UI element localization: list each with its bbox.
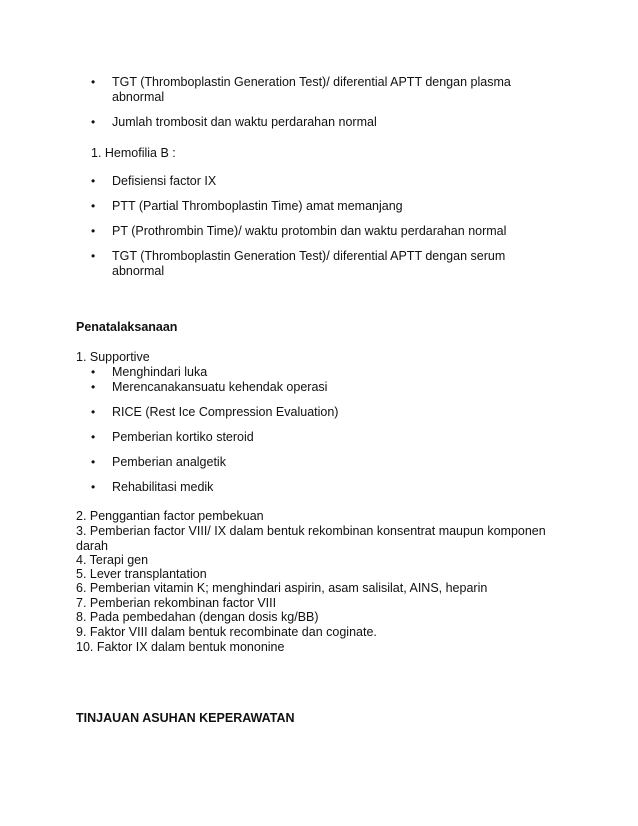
list-item-text: TGT (Thromboplastin Generation Test)/ diferential APTT dengan serum abnormal	[112, 249, 506, 278]
section-heading: TINJAUAN ASUHAN KEPERAWATAN	[76, 711, 295, 725]
body-line: 3. Pemberian factor VIII/ IX dalam bentuk rekombinan konsentrat maupun komponen	[76, 524, 546, 538]
list-item	[91, 224, 551, 239]
body-line: 4. Terapi gen	[76, 553, 149, 567]
list-item	[91, 199, 551, 214]
body-line: 5. Lever transplantation	[76, 567, 207, 581]
list-item-text: Merencanakansuatu kehendak operasi	[112, 380, 328, 394]
list-item-text: TGT (Thromboplastin Generation Test)/ diferential APTT dengan plasma abnormal	[112, 75, 511, 104]
list-item-text: Pemberian analgetik	[112, 455, 226, 469]
list-item-text: PTT (Partial Thromboplastin Time) amat memanjang	[112, 199, 403, 213]
list-item-text: RICE (Rest Ice Compression Evaluation)	[112, 405, 339, 419]
body-line: 9. Faktor VIII dalam bentuk recombinate dan coginate.	[76, 625, 377, 639]
list-item	[91, 405, 551, 420]
list-item-text: Rehabilitasi medik	[112, 480, 214, 494]
supportive-label: 1. Supportive	[76, 350, 150, 364]
bullet-icon: •	[91, 380, 96, 394]
list-item	[91, 480, 551, 495]
bullet-icon: •	[91, 75, 96, 89]
section-heading: Penatalaksanaan	[76, 320, 178, 334]
list-item	[91, 365, 551, 380]
list-item	[91, 455, 551, 470]
body-line: 7. Pemberian rekombinan factor VIII	[76, 596, 277, 610]
body-line: 10. Faktor IX dalam bentuk mononine	[76, 640, 285, 654]
bullet-icon: •	[91, 224, 96, 238]
list-item	[91, 249, 551, 279]
bullet-icon: •	[91, 365, 96, 379]
body-line: 8. Pada pembedahan (dengan dosis kg/BB)	[76, 610, 319, 624]
bullet-icon: •	[91, 115, 96, 129]
list-item	[91, 174, 551, 189]
bullet-icon: •	[91, 455, 96, 469]
bullet-icon: •	[91, 430, 96, 444]
bullet-icon: •	[91, 174, 96, 188]
bullet-icon: •	[91, 199, 96, 213]
body-line: darah	[76, 539, 108, 553]
list-item-text: Pemberian kortiko steroid	[112, 430, 254, 444]
bullet-icon: •	[91, 249, 96, 263]
list-item	[91, 380, 551, 395]
list-item-text: Defisiensi factor IX	[112, 174, 217, 188]
list-item-text: Menghindari luka	[112, 365, 208, 379]
list-item-text: PT (Prothrombin Time)/ waktu protombin dan waktu perdarahan normal	[112, 224, 507, 238]
bullet-icon: •	[91, 405, 96, 419]
list-item-text: Jumlah trombosit dan waktu perdarahan normal	[112, 115, 377, 129]
body-line: 6. Pemberian vitamin K; menghindari aspirin, asam salisilat, AINS, heparin	[76, 581, 488, 595]
numbered-label: 1. Hemofilia B :	[91, 146, 176, 160]
body-line: 2. Penggantian factor pembekuan	[76, 509, 264, 523]
list-item	[91, 75, 551, 105]
list-item	[91, 115, 551, 130]
bullet-icon: •	[91, 480, 96, 494]
list-item	[91, 430, 551, 445]
